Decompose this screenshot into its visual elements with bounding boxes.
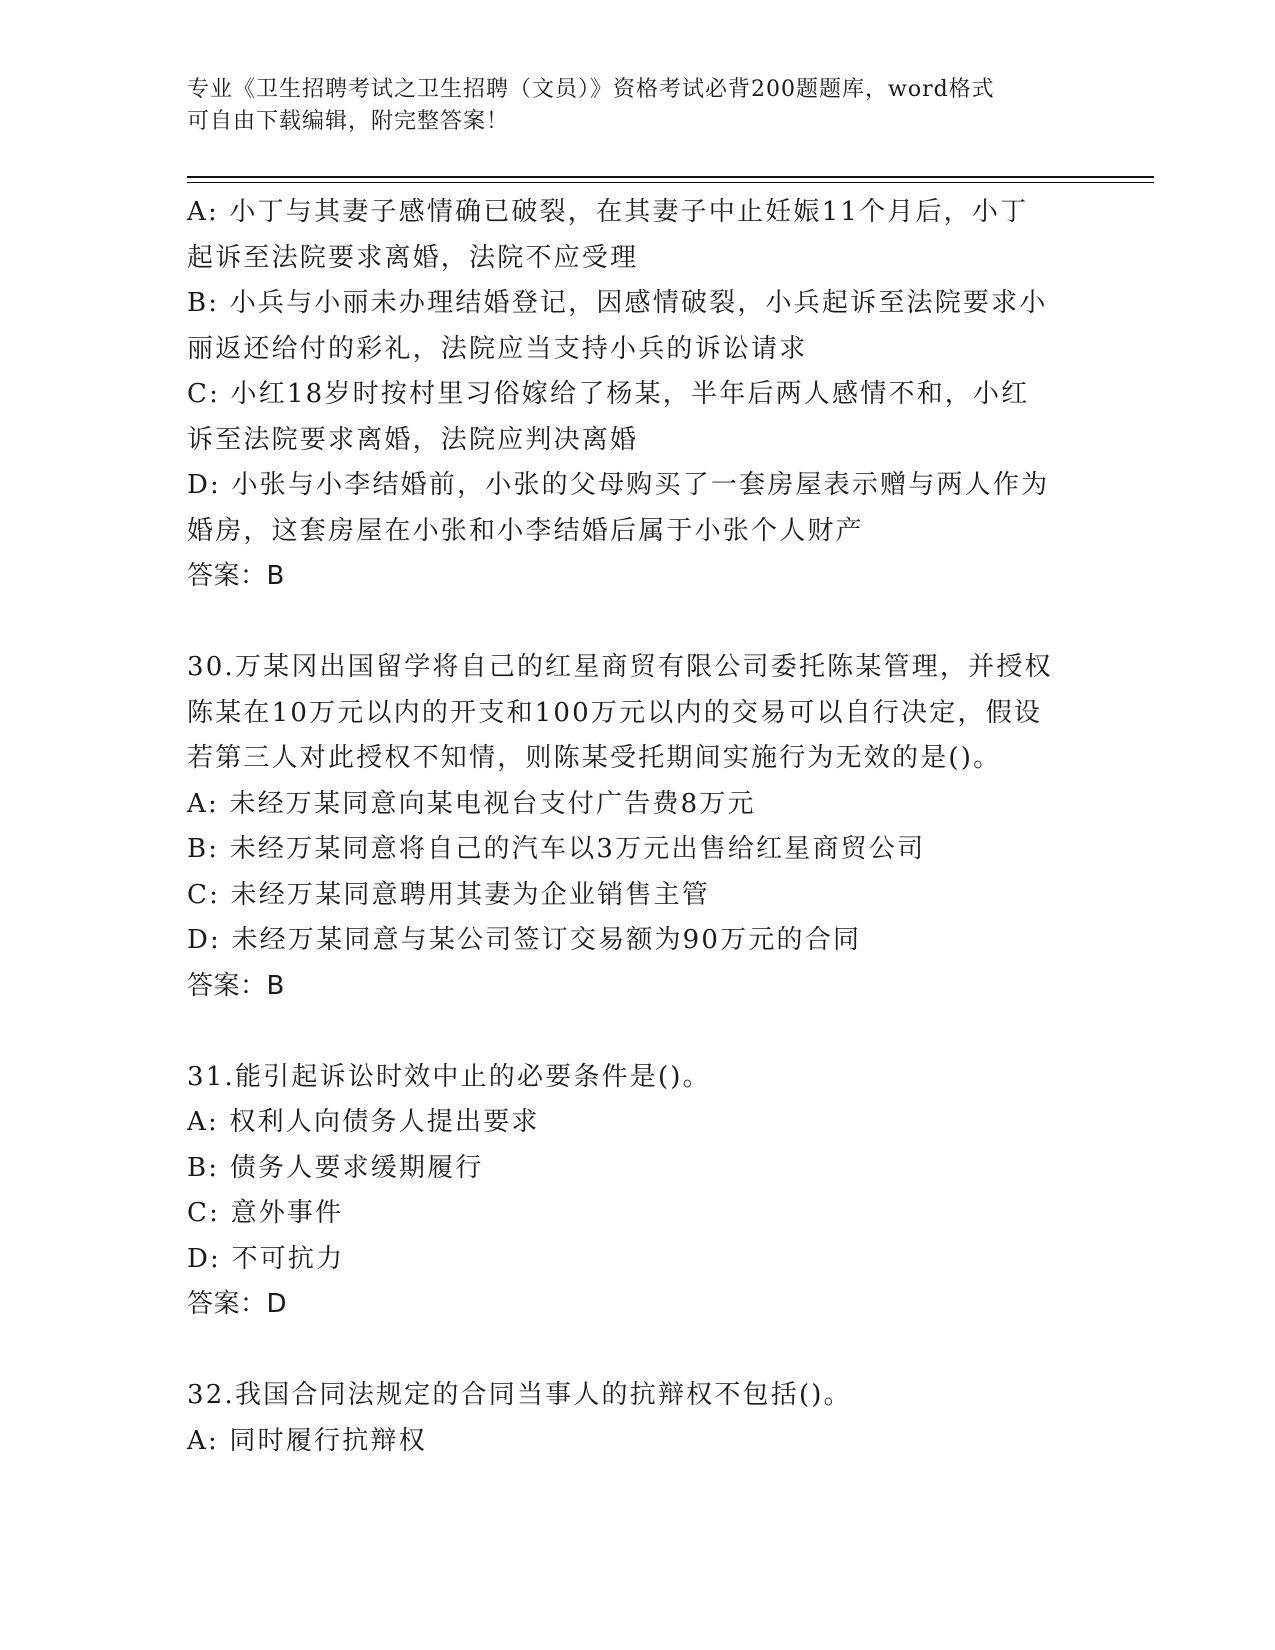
header-title-line-2: 可自由下载编辑，附完整答案！ [187,109,510,134]
document-header [187,74,1087,138]
question-32 [187,1373,1087,1464]
option-d: D: 不可抗力 [187,1243,345,1274]
question-30 [187,645,1087,1009]
option-c: C: 意外事件 [187,1198,344,1228]
spacer [187,600,1087,646]
question-content [187,190,1087,1464]
answer-30: 答案：B [187,970,285,1001]
option-a: A: 权利人向债务人提出要求 [187,1107,540,1137]
question-stem: 32.我国合同法规定的合同当事人的抗辩权不包括()。 [187,1380,852,1410]
question-31 [187,1055,1087,1328]
option-c-line-2: 诉至法院要求离婚，法院应判决离婚 [187,424,639,455]
option-d: D: 未经万某同意与某公司签订交易额为90万元的合同 [187,925,862,955]
option-a-line-1: A: 小丁与其妻子感情确已破裂，在其妻子中止妊娠11个月后，小丁 [187,197,1029,227]
spacer [187,1009,1087,1055]
question-stem-line-3: 若第三人对此授权不知情，则陈某受托期间实施行为无效的是()。 [187,743,1002,773]
option-a: A: 同时履行抗辩权 [187,1425,427,1456]
header-rule-thin [187,182,1154,183]
option-b-line-2: 丽返还给付的彩礼，法院应当支持小兵的诉讼请求 [187,333,808,364]
spacer [187,1328,1087,1374]
option-b: B: 债务人要求缓期履行 [187,1152,484,1183]
answer-29: 答案：B [187,561,285,591]
option-c-line-1: C: 小红18岁时按村里习俗嫁给了杨某，半年后两人感情不和，小红 [187,379,1030,409]
option-d-line-1: D: 小张与小李结婚前，小张的父母购买了一套房屋表示赠与两人作为 [187,470,1050,500]
answer-31: 答案：D [187,1289,288,1319]
header-rule-thick [187,176,1154,178]
question-29 [187,190,1087,600]
option-b-line-1: B: 小兵与小丽未办理结婚登记，因感情破裂，小兵起诉至法院要求小 [187,288,1048,318]
option-b: B: 未经万某同意将自己的汽车以3万元出售给红星商贸公司 [187,834,926,864]
option-a: A: 未经万某同意向某电视台支付广告费8万元 [187,788,756,819]
question-stem-line-1: 30.万某冈出国留学将自己的红星商贸有限公司委托陈某管理，并授权 [187,652,1053,682]
question-stem: 31.能引起诉讼时效中止的必要条件是()。 [187,1061,711,1092]
option-a-line-2: 起诉至法院要求离婚，法院不应受理 [187,242,639,273]
header-title-line-1: 专业《卫生招聘考试之卫生招聘（文员）》资格考试必背200题题库，word格式 [187,77,995,102]
option-c: C: 未经万某同意聘用其妻为企业销售主管 [187,879,710,910]
option-d-line-2: 婚房，这套房屋在小张和小李结婚后属于小张个人财产 [187,515,864,546]
question-stem-line-2: 陈某在10万元以内的开支和100万元以内的交易可以自行决定，假设 [187,697,1043,728]
